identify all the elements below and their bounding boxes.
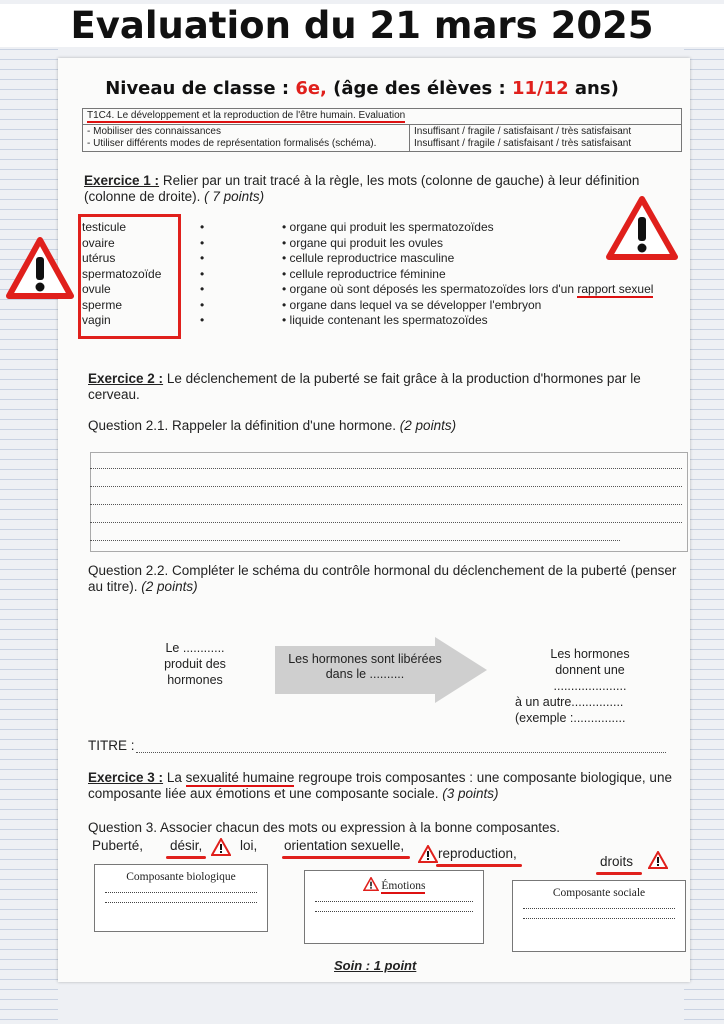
soin-points: Soin : 1 point <box>334 958 417 973</box>
warning-triangle-icon <box>6 237 74 299</box>
definition-item: • organe où sont déposés les spermatozoïdes lors d'un rapport sexuel <box>282 282 654 296</box>
word-item: sperme <box>82 297 123 312</box>
box-answer-line[interactable] <box>315 901 473 902</box>
exercise-3-intro: Exercice 3 : La sexualité humaine regroupe trois composantes : une composante biologique, une composante liée aux émotions et une composante sociale. (3 points) <box>88 770 672 801</box>
term-puberte: Puberté, <box>92 838 144 853</box>
term-reproduction: reproduction, <box>438 846 517 861</box>
definition-item: • organe dans lequel va se développer l'embryon <box>282 297 542 312</box>
small-warning-icon <box>211 838 231 856</box>
connector-dot[interactable]: • <box>200 235 205 250</box>
box-title: Émotions <box>381 880 426 892</box>
skill-2: - Utiliser différents modes de représentation formalisés (schéma). <box>87 138 377 149</box>
underline-droits <box>596 872 642 875</box>
answer-line[interactable] <box>90 468 682 469</box>
word-item: vagin <box>82 313 111 327</box>
scale-2: Insuffisant / fragile / satisfaisant / très satisfaisant <box>414 138 632 149</box>
table-skills-row <box>83 125 681 151</box>
small-warning-icon <box>418 845 438 863</box>
underline-desir <box>166 856 206 859</box>
question-3: Question 3. Associer chacun des mots ou expression à la bonne composantes. <box>88 820 561 835</box>
underline-orientation <box>282 856 410 859</box>
box-answer-line[interactable] <box>105 902 257 903</box>
box-title: Composante sociale <box>552 887 646 899</box>
answer-line[interactable] <box>90 486 682 487</box>
scheme-right-bottom: à un autre............... (exemple :............... <box>515 695 626 725</box>
definition-item: • organe qui produit les ovules <box>282 235 443 250</box>
definition-item: • cellule reproductrice féminine <box>282 266 446 281</box>
word-item: ovule <box>82 282 111 296</box>
answer-line[interactable] <box>90 540 620 541</box>
scheme-right-block: Les hormones donnent une ..................... <box>550 647 630 693</box>
box-answer-line[interactable] <box>315 911 473 912</box>
connector-dot[interactable]: • <box>200 220 205 234</box>
term-desir: désir, <box>170 838 203 853</box>
definition-item: • liquide contenant les spermatozoïdes <box>282 313 488 327</box>
word-item: testicule <box>82 220 127 234</box>
word-item: ovaire <box>82 235 115 250</box>
definition-item: • cellule reproductrice masculine <box>282 251 455 265</box>
notebook-ruled-margin-right <box>684 0 724 1024</box>
word-column <box>82 220 161 329</box>
question-2-2: Question 2.2. Compléter le schéma du contrôle hormonal du déclenchement de la puberté (penser au titre). (2 points) <box>88 563 677 594</box>
table-heading-row <box>83 109 681 125</box>
word-item: utérus <box>82 251 116 265</box>
box-composante-biologique[interactable] <box>94 864 268 932</box>
exercise-1-instruction: Exercice 1 : Relier par un trait tracé à la règle, les mots (colonne de gauche) à leur définition (colonne de droite). ( 7 points) <box>84 173 640 204</box>
skill-1: - Mobiliser des connaissances <box>87 126 221 137</box>
scale-1: Insuffisant / fragile / satisfaisant / très satisfaisant <box>414 126 632 137</box>
term-droits: droits <box>600 854 634 869</box>
connector-dot[interactable]: • <box>200 282 205 296</box>
evaluation-header-table <box>82 108 682 152</box>
student-age: 11/12 <box>511 78 569 99</box>
box-answer-line[interactable] <box>523 918 675 919</box>
box-answer-line[interactable] <box>105 892 257 893</box>
highlight-rapport-sexuel: rapport sexuel <box>577 282 654 296</box>
page-title: Evaluation du 21 mars 2025 <box>0 4 724 47</box>
scheme-title-input[interactable] <box>136 752 666 753</box>
class-level: 6e, <box>295 78 327 99</box>
scheme-title-label: TITRE : <box>88 738 135 753</box>
connector-dot[interactable]: • <box>200 251 205 265</box>
term-orientation-sexuelle: orientation sexuelle, <box>284 838 405 853</box>
answer-line[interactable] <box>90 504 682 505</box>
table-heading: T1C4. Le développement et la reproduction de l'être humain. Evaluation <box>87 110 406 121</box>
question-2-1: Question 2.1. Rappeler la définition d'une hormone. (2 points) <box>88 418 457 433</box>
small-warning-icon <box>648 851 668 869</box>
small-warning-icon <box>363 877 379 891</box>
box-composante-sociale[interactable] <box>512 880 686 952</box>
highlight-sexualite-humaine: sexualité humaine <box>185 770 295 785</box>
scheme-left-block: Le ............ produit des hormones <box>164 641 226 687</box>
warning-triangle-icon <box>606 196 678 260</box>
box-title: Composante biologique <box>126 871 236 883</box>
notebook-ruled-margin-left <box>0 0 58 1024</box>
definition-item: • organe qui produit les spermatozoïdes <box>282 220 494 234</box>
box-emotions[interactable] <box>304 870 484 944</box>
connector-dot[interactable]: • <box>200 266 205 281</box>
term-loi: loi, <box>240 838 258 853</box>
word-item: spermatozoïde <box>82 266 162 281</box>
scheme-arrow-text: Les hormones sont libérées dans le .......... <box>288 652 442 681</box>
answer-area-2-1[interactable] <box>90 452 688 552</box>
answer-line[interactable] <box>90 522 682 523</box>
exercise-2-intro: Exercice 2 : Le déclenchement de la puberté se fait grâce à la production d'hormones par le cerveau. <box>88 371 641 402</box>
connector-dot[interactable]: • <box>200 297 205 312</box>
connector-dots <box>200 220 204 329</box>
page-subtitle: Niveau de classe : 6e, (âge des élèves : 11/12 ans) <box>105 78 619 99</box>
underline-reproduction <box>436 864 522 867</box>
box-answer-line[interactable] <box>523 908 675 909</box>
connector-dot[interactable]: • <box>200 313 205 327</box>
definition-column <box>282 220 653 329</box>
